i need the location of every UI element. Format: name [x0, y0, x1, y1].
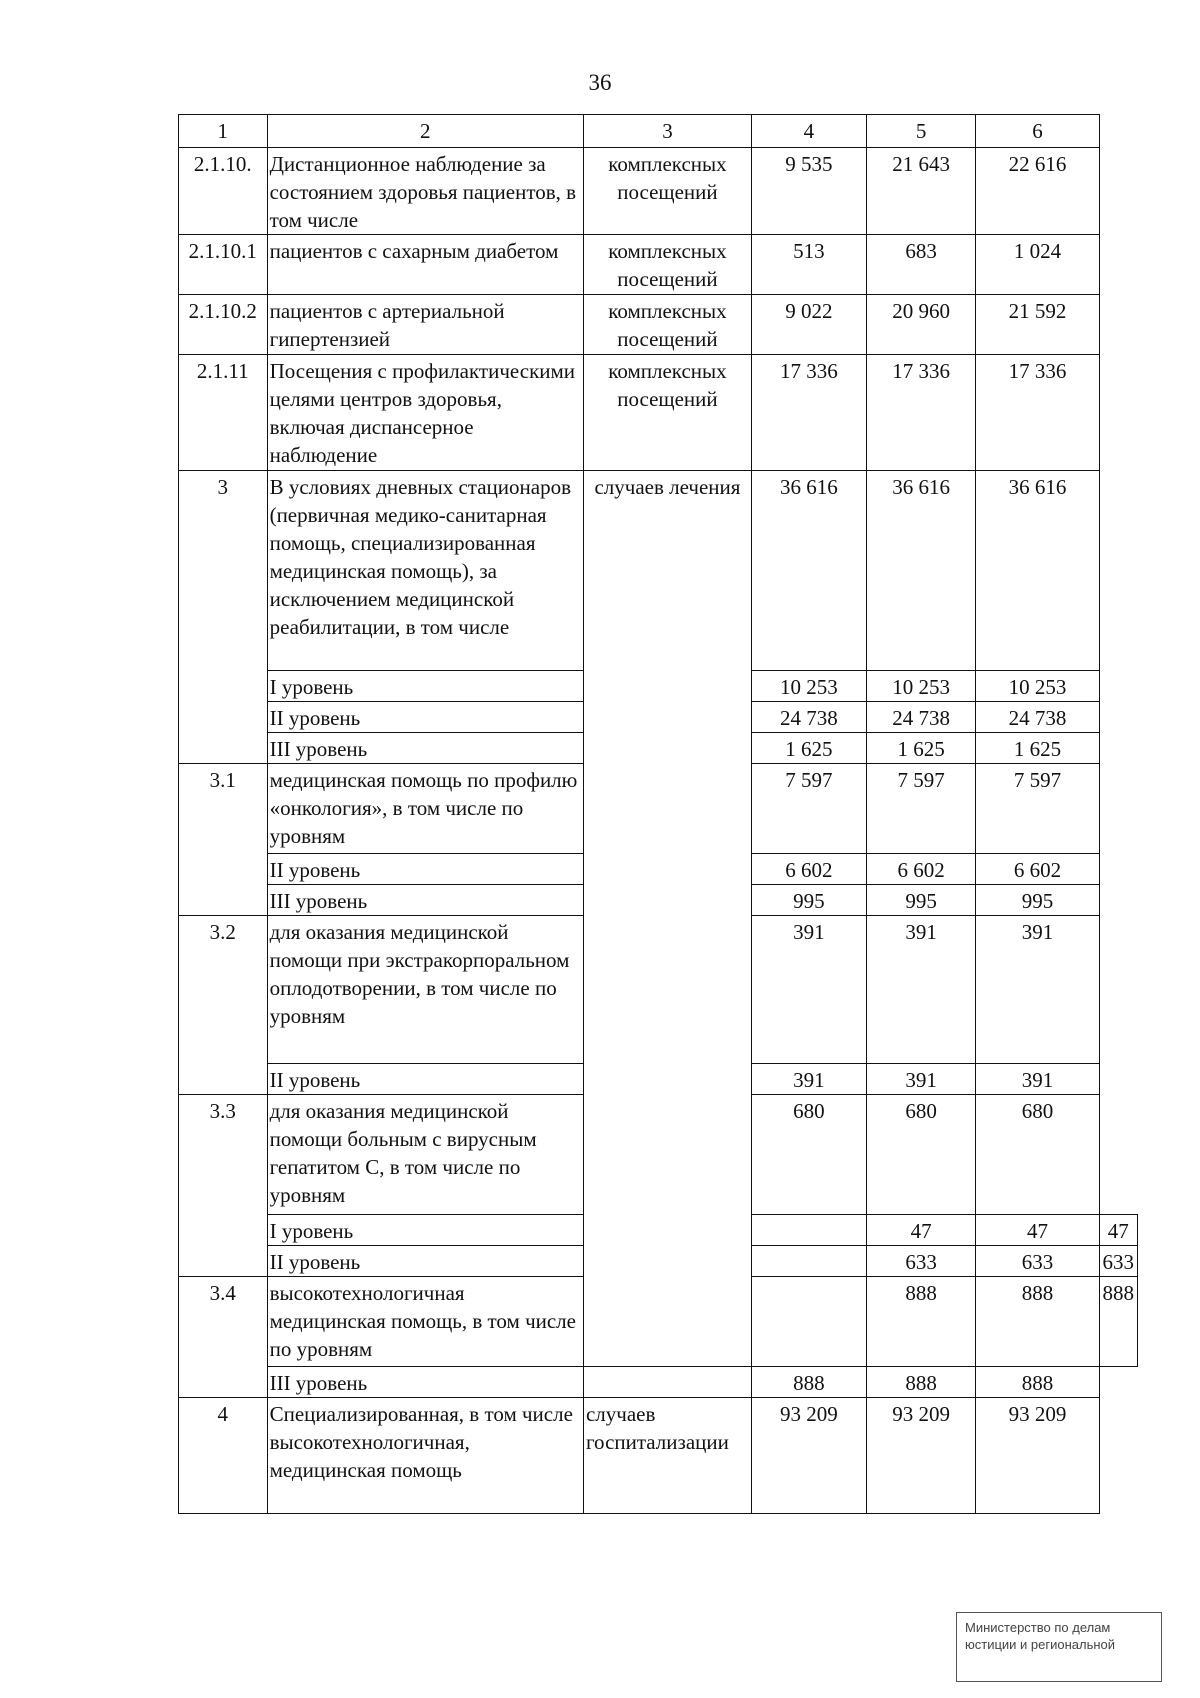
- row-name: медицинская помощь по профилю «онкология», в том числе по уровням: [267, 764, 583, 854]
- row-value-col4: 6 602: [751, 854, 866, 885]
- row-value-col4: 9 535: [751, 148, 866, 235]
- row-value-col4: 10 253: [751, 671, 866, 702]
- data-table: [178, 114, 1138, 1514]
- table-row: [179, 1367, 1138, 1398]
- row-name: II уровень: [267, 1064, 583, 1095]
- row-value-col5: 391: [866, 1064, 976, 1095]
- row-value-col5: 21 643: [866, 148, 976, 235]
- row-value-col5: 20 960: [866, 295, 976, 355]
- row-value-col4: 93 209: [751, 1398, 866, 1514]
- row-value-col4: 888: [751, 1367, 866, 1398]
- row-value-col5: 1 625: [866, 733, 976, 764]
- row-value-col4: 7 597: [751, 764, 866, 854]
- row-value-col6: 391: [976, 916, 1099, 1064]
- row-unit: случаев госпитализации: [583, 1398, 751, 1514]
- row-value-col6: 93 209: [976, 1398, 1099, 1514]
- row-value-col5: 633: [976, 1246, 1099, 1277]
- row-name: I уровень: [267, 1215, 583, 1246]
- row-value-col6: 888: [1099, 1277, 1138, 1367]
- row-unit: комплексных посещений: [583, 295, 751, 355]
- row-value-col6: 24 738: [976, 702, 1099, 733]
- page-number: 36: [588, 70, 612, 95]
- row-name: пациентов с артериальной гипертензией: [267, 295, 583, 355]
- row-name: II уровень: [267, 1246, 583, 1277]
- row-unit: [751, 1246, 866, 1277]
- row-value-col4: 17 336: [751, 355, 866, 471]
- row-value-col6: 10 253: [976, 671, 1099, 702]
- row-value-col5: 10 253: [866, 671, 976, 702]
- row-value-col6: 888: [976, 1367, 1099, 1398]
- row-number: 2.1.10.: [179, 148, 268, 235]
- row-unit: [751, 1277, 866, 1367]
- row-value-col6: 17 336: [976, 355, 1099, 471]
- row-value-col4: 995: [751, 885, 866, 916]
- row-name: В условиях дневных стационаров (первичная медико-санитарная помощь, специализированная медицинская помощь), за исключением медицинской реабилитации, в том числе: [267, 471, 583, 671]
- table-row: [179, 471, 1138, 671]
- row-number: 4: [179, 1398, 268, 1514]
- row-value-col6: 1 625: [976, 733, 1099, 764]
- row-value-col6: 7 597: [976, 764, 1099, 854]
- row-name: для оказания медицинской помощи при экстракорпоральном оплодотворении, в том числе по уровням: [267, 916, 583, 1064]
- row-value-col4: 391: [751, 1064, 866, 1095]
- row-value-col5: 36 616: [866, 471, 976, 671]
- row-value-col6: 47: [1099, 1215, 1138, 1246]
- row-value-col6: 680: [976, 1095, 1099, 1215]
- row-value-col6: 391: [976, 1064, 1099, 1095]
- header-cell-1: 1: [179, 115, 268, 148]
- row-value-col4: 36 616: [751, 471, 866, 671]
- row-unit: комплексных посещений: [583, 148, 751, 235]
- row-name: II уровень: [267, 702, 583, 733]
- row-value-col5: 391: [866, 916, 976, 1064]
- row-value-col6: 6 602: [976, 854, 1099, 885]
- table-row: [179, 1398, 1138, 1514]
- row-number: 2.1.11: [179, 355, 268, 471]
- row-name: II уровень: [267, 854, 583, 885]
- ministry-stamp: [956, 1612, 1162, 1682]
- header-cell-4: 4: [751, 115, 866, 148]
- row-number: 2.1.10.2: [179, 295, 268, 355]
- row-value-col4: 47: [866, 1215, 976, 1246]
- table-row: [179, 148, 1138, 235]
- row-value-col5: 93 209: [866, 1398, 976, 1514]
- row-value-col4: 513: [751, 235, 866, 295]
- header-row: [179, 115, 1138, 148]
- table-row: [179, 355, 1138, 471]
- table-row: [179, 235, 1138, 295]
- row-number: 3.3: [179, 1095, 268, 1277]
- row-name: III уровень: [267, 1367, 583, 1398]
- row-name: Посещения с профилактическими целями центров здоровья, включая диспансерное наблюдение: [267, 355, 583, 471]
- row-number: 3.2: [179, 916, 268, 1095]
- row-value-col5: 47: [976, 1215, 1099, 1246]
- row-name: III уровень: [267, 733, 583, 764]
- row-unit: [751, 1215, 866, 1246]
- row-name: для оказания медицинской помощи больным с вирусным гепатитом С, в том числе по уровням: [267, 1095, 583, 1215]
- header-cell-3: 3: [583, 115, 751, 148]
- row-value-col5: 683: [866, 235, 976, 295]
- row-name: Дистанционное наблюдение за состоянием здоровья пациентов, в том числе: [267, 148, 583, 235]
- row-name: III уровень: [267, 885, 583, 916]
- row-value-col5: 888: [866, 1367, 976, 1398]
- row-value-col5: 680: [866, 1095, 976, 1215]
- row-number: 2.1.10.1: [179, 235, 268, 295]
- row-value-col4: 888: [866, 1277, 976, 1367]
- row-value-col5: 17 336: [866, 355, 976, 471]
- row-unit: случаев лечения: [583, 471, 751, 1367]
- row-value-col5: 24 738: [866, 702, 976, 733]
- row-value-col4: 633: [866, 1246, 976, 1277]
- stamp-line-1: Министерство по делам: [965, 1620, 1111, 1635]
- row-unit: [583, 1367, 751, 1398]
- row-value-col6: 22 616: [976, 148, 1099, 235]
- row-name: пациентов с сахарным диабетом: [267, 235, 583, 295]
- row-number: 3.4: [179, 1277, 268, 1398]
- row-value-col5: 6 602: [866, 854, 976, 885]
- row-value-col6: 995: [976, 885, 1099, 916]
- header-cell-5: 5: [866, 115, 976, 148]
- row-value-col5: 7 597: [866, 764, 976, 854]
- row-value-col5: 888: [976, 1277, 1099, 1367]
- row-number: 3: [179, 471, 268, 764]
- row-value-col6: 21 592: [976, 295, 1099, 355]
- row-value-col4: 24 738: [751, 702, 866, 733]
- row-value-col4: 680: [751, 1095, 866, 1215]
- row-value-col6: 36 616: [976, 471, 1099, 671]
- header-cell-2: 2: [267, 115, 583, 148]
- row-value-col5: 995: [866, 885, 976, 916]
- row-unit: комплексных посещений: [583, 355, 751, 471]
- row-value-col6: 1 024: [976, 235, 1099, 295]
- row-unit: комплексных посещений: [583, 235, 751, 295]
- row-name: высокотехнологичная медицинская помощь, в том числе по уровням: [267, 1277, 583, 1367]
- header-cell-6: 6: [976, 115, 1099, 148]
- table-row: [179, 295, 1138, 355]
- row-value-col4: 9 022: [751, 295, 866, 355]
- row-value-col4: 1 625: [751, 733, 866, 764]
- row-name: Специализированная, в том числе высокотехнологичная, медицинская помощь: [267, 1398, 583, 1514]
- row-number: 3.1: [179, 764, 268, 916]
- stamp-line-2: юстиции и региональной: [965, 1637, 1116, 1652]
- row-value-col6: 633: [1099, 1246, 1138, 1277]
- row-name: I уровень: [267, 671, 583, 702]
- row-value-col4: 391: [751, 916, 866, 1064]
